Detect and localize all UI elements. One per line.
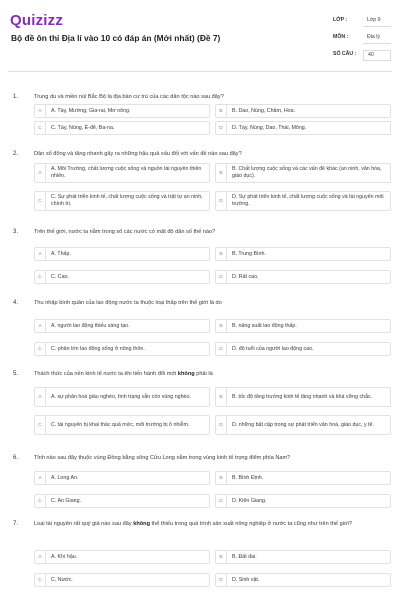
- option-text: D. Rất cao.: [232, 273, 259, 280]
- option-letter: D: [216, 343, 227, 355]
- option-text: B. Chất lượng cuộc sống và các vấn đề khác (an ninh, văn hóa, giáo dục).: [232, 166, 382, 179]
- option-letter: A: [35, 551, 46, 563]
- option-text: A. người lao động thiếu sáng tạo.: [51, 322, 130, 329]
- option-b[interactable]: [215, 163, 391, 183]
- option-a[interactable]: [34, 319, 210, 333]
- question-text-part: phải là: [194, 371, 213, 377]
- option-c[interactable]: [34, 415, 210, 435]
- question-number: 4.: [13, 300, 19, 306]
- question-text-part: thể thiếu trong quá trình sản xuất nông nghiệp ở nước ta cũng như trên thế giới?: [150, 521, 352, 527]
- option-letter: A: [35, 248, 46, 260]
- option-letter: C: [35, 416, 46, 434]
- option-a[interactable]: [34, 163, 210, 183]
- option-text: D. độ tuổi của người lao động cao.: [232, 345, 314, 352]
- question-text: Thu nhập bình quân của lao động nước ta thuộc loại thấp trên thế giới là do: [34, 300, 222, 306]
- question-text: Trên thế giới, nước ta nằm trong số các nước có mật độ dân số thế nào?: [34, 229, 216, 235]
- meta-class-value: Lớp 9: [363, 16, 391, 27]
- option-d[interactable]: [215, 121, 391, 135]
- option-c[interactable]: [34, 270, 210, 284]
- question-text: Dân số đông và tăng nhanh gây ra những hậu quả xấu đối với vấn đề nào sau đây?: [34, 151, 242, 157]
- option-letter: A: [35, 388, 46, 406]
- page-title: Bộ đề ôn thi Địa lí vào 10 có đáp án (Mới nhất) (Đề 7): [11, 33, 221, 43]
- option-b[interactable]: [215, 319, 391, 333]
- question-number: 3.: [13, 229, 19, 235]
- option-letter: D: [216, 271, 227, 283]
- option-a[interactable]: [34, 104, 210, 118]
- meta-class-label: LỚP :: [333, 17, 348, 23]
- question-text: [34, 371, 364, 378]
- option-a[interactable]: [34, 247, 210, 261]
- option-text: A. Tày, Mường, Gia-rai, Mơ nông.: [51, 107, 131, 114]
- option-letter: A: [35, 320, 46, 332]
- option-text: A. Long An.: [51, 474, 79, 481]
- option-letter: D: [216, 574, 227, 586]
- question-text-part: Thách thức của nền kinh tế nước ta khi tiến hành đổi mới: [34, 371, 178, 377]
- option-text: D. Kiên Giang.: [232, 497, 267, 504]
- option-letter: B: [216, 551, 227, 563]
- option-letter: B: [216, 320, 227, 332]
- option-d[interactable]: [215, 573, 391, 587]
- option-c[interactable]: [34, 342, 210, 356]
- option-text: A. Khí hậu.: [51, 553, 78, 560]
- meta-count-row: [330, 46, 394, 63]
- option-b[interactable]: [215, 387, 391, 407]
- question-number: 6.: [13, 455, 19, 461]
- option-text: C. An Giang.: [51, 497, 82, 504]
- option-letter: C: [35, 271, 46, 283]
- option-letter: D: [216, 122, 227, 134]
- option-d[interactable]: [215, 191, 391, 211]
- option-text: C. phân lớn lao động sống ở nông thôn.: [51, 345, 145, 352]
- question-text-emphasis: không: [177, 371, 195, 377]
- meta-box: [330, 12, 394, 63]
- option-letter: A: [35, 105, 46, 117]
- meta-count-value: 40: [363, 50, 391, 61]
- option-c[interactable]: [34, 191, 210, 211]
- option-c[interactable]: [34, 573, 210, 587]
- option-text: B. tốc độ tăng trưởng kinh tế tăng nhanh và khá vững chắc.: [232, 393, 373, 400]
- option-letter: B: [216, 472, 227, 484]
- meta-subject-value: Địa lý: [363, 33, 391, 44]
- meta-subject-row: [330, 29, 394, 46]
- option-letter: C: [35, 192, 46, 210]
- meta-subject-label: MÔN :: [333, 34, 349, 40]
- option-letter: D: [216, 416, 227, 434]
- option-text: B. Dao, Nùng, Chăm, Hoa.: [232, 107, 296, 114]
- option-a[interactable]: [34, 471, 210, 485]
- option-text: A. sự phân hoá giàu nghèo, tình trạng vẫn còn vùng nghèo.: [51, 393, 191, 400]
- option-text: B. Đất đai.: [232, 553, 257, 560]
- question-text-emphasis: không: [133, 521, 150, 527]
- header-divider: [8, 71, 392, 72]
- option-letter: A: [35, 164, 46, 182]
- option-text: C. Nước.: [51, 576, 73, 583]
- option-letter: C: [35, 574, 46, 586]
- option-c[interactable]: [34, 121, 210, 135]
- option-letter: D: [216, 192, 227, 210]
- page-header: [0, 0, 400, 66]
- question-number: 2.: [13, 151, 19, 157]
- option-letter: C: [35, 343, 46, 355]
- option-b[interactable]: [215, 104, 391, 118]
- option-b[interactable]: [215, 471, 391, 485]
- option-text: B. Bình Định.: [232, 474, 264, 481]
- option-text: C. Sự phát triển kinh tế, chất lượng cuộc sống và trật tự an ninh, chính trị.: [51, 194, 203, 207]
- option-text: A. Thấp.: [51, 250, 71, 257]
- option-text: C. tài nguyên bị khai thác quá mức, môi trường bị ô nhiễm.: [51, 421, 190, 428]
- option-letter: A: [35, 472, 46, 484]
- question-text: Tỉnh nào sau đây thuộc vùng Đồng bằng sông Cửu Long nằm trong vùng kinh tế trọng điểm phía Nam?: [34, 455, 291, 461]
- question-number: 7.: [13, 521, 19, 527]
- option-d[interactable]: [215, 270, 391, 284]
- question-text: [34, 521, 364, 528]
- option-text: C. Cao.: [51, 273, 69, 280]
- option-letter: B: [216, 164, 227, 182]
- option-letter: D: [216, 495, 227, 507]
- option-text: A. Môi Trường, chất lượng cuộc sống và nguồn tài nguyên thiên nhiên.: [51, 166, 202, 179]
- option-text: C. Tày, Nùng, Ê-đê, Ba-na.: [51, 124, 115, 131]
- option-d[interactable]: [215, 415, 391, 435]
- option-letter: B: [216, 105, 227, 117]
- question-text: Trung du và miền núi Bắc Bộ là địa bàn cư trú của các dân tộc nào sau đây?: [34, 94, 224, 100]
- option-b[interactable]: [215, 550, 391, 564]
- question-number: 5.: [13, 371, 19, 377]
- option-letter: C: [35, 495, 46, 507]
- option-d[interactable]: [215, 494, 391, 508]
- option-text: D. Sự phát triển kinh tế, chất lượng cuộc sống và tài nguyên môi trường.: [232, 194, 384, 207]
- option-text: B. Trung Bình.: [232, 250, 266, 257]
- option-a[interactable]: [34, 387, 210, 407]
- meta-count-label: SỐ CÂU :: [333, 51, 357, 57]
- option-d[interactable]: [215, 342, 391, 356]
- option-a[interactable]: [34, 550, 210, 564]
- question-number: 1.: [13, 94, 19, 100]
- option-letter: C: [35, 122, 46, 134]
- option-text: D. những bất cập trong sự phát triển văn hoá, giáo dục, y tế.: [232, 421, 374, 428]
- option-text: D. Sinh vật.: [232, 576, 260, 583]
- option-letter: B: [216, 388, 227, 406]
- option-c[interactable]: [34, 494, 210, 508]
- meta-class-row: [330, 12, 394, 29]
- question-text-part: Loại tài nguyên rất quý giá nào sau đây: [34, 521, 134, 527]
- option-text: D. Tày, Nùng, Dao, Thái, Mông.: [232, 124, 307, 131]
- option-text: B. năng suất lao động thấp.: [232, 322, 297, 329]
- option-b[interactable]: [215, 247, 391, 261]
- quizizz-logo: Quizizz: [10, 12, 64, 29]
- option-letter: B: [216, 248, 227, 260]
